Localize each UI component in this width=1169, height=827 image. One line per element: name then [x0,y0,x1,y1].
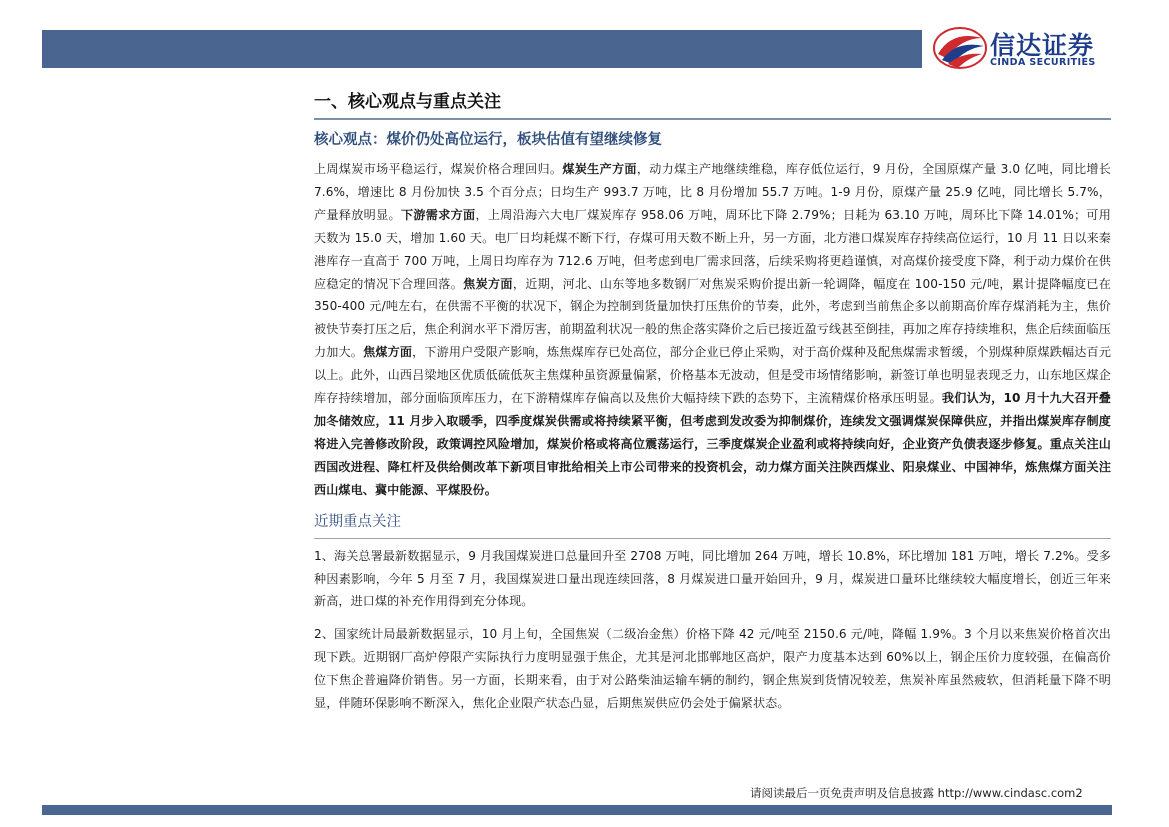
focus-item-1: 1、海关总署最新数据显示，9 月我国煤炭进口总量回升至 2708 万吨，同比增加 264 万吨，增长 10.8%，环比增加 181 万吨，增长 7.2%。受多种因素影响，今年 5 月至 7 月，我国煤炭进口量出现连续回落，8 月煤炭进口量开始回升，9 月，煤炭进口量环比继续较大幅度增长，创近三年来新高，进口煤的补充作用得到充分体现。 [314,548,1111,609]
section-title: 一、核心观点与重点关注 [314,92,501,112]
cinda-logo-mark-icon [932,24,988,72]
logo-chinese-name: 信达证券 [990,31,1095,60]
core-para-bold-run: 下游需求方面 [400,207,476,222]
core-para-run: ，动力煤主产地继续维稳，库存低位运行，9 月份，全国原煤产量 3.0 亿吨，同比增长 7.6%，增速比 8 月份加快 3.5 个百分点；日均生产 993.7 万吨，比 8 月份增加 55.7 万吨。1-9 月份，原煤产量 25.9 亿吨，同比增长 5.7%，产量释放明显。 [314,162,1111,222]
footer-disclaimer: 请阅读最后一页免责声明及信息披露 http://www.cindasc.com2 [750,786,1083,800]
core-para-run: ，近期，河北、山东等地多数钢厂对焦炭采购价提出新一轮调降，幅度在 100-150 元/吨，累计提降幅度已在 350-400 元/吨左右，在供需不平衡的状况下，钢企为控制到货量加快打压焦价的节奏，此外，考虑到当前焦企多以前期高价库存煤消耗为主，焦价被快节奏打压之后，焦企利润水平下滑厉害，前期盈利状况一般的焦企落实降价之后已接近盈亏线甚至倒挂，再加之库存持续堆积，焦企后续面临压力加大。 [314,276,1111,360]
focus-item-2: 2、国家统计局最新数据显示，10 月上旬，全国焦炭（二级冶金焦）价格下降 42 元/吨至 2150.6 元/吨，降幅 1.9%。3 个月以来焦炭价格首次出现下跌。近期钢厂高炉停限产实际执行力度明显强于焦企，尤其是河北邯郸地区高炉，限产力度基本达到 60%以上，钢企压价力度较强，在偏高价位下焦企普遍降价销售。另一方面，长期来看，由于对公路柴油运输车辆的制约，钢企焦炭到货情况较差，焦炭补库虽然疲软，但消耗量下降不明显，伴随环保影响不断深入，焦化企业限产状态凸显，后期焦炭供应仍会处于偏紧状态。 [314,627,1111,711]
core-para-bold-run: 煤炭生产方面 [562,162,637,176]
core-para-bold-run: 焦煤方面 [363,345,413,360]
section-divider [314,118,1111,120]
core-para-run: 上周煤炭市场平稳运行，煤炭价格合理回归。 [314,162,563,176]
core-para-run: ，上周沿海六大电厂煤炭库存 958.06 万吨，周环比下降 2.79%；日耗为 63.10 万吨，周环比下降 14.01%；可用天数为 15.0 天，增加 1.60 天。电厂日均耗煤不断下行，存煤可用天数不断上升，另一方面，北方港口煤炭库存持续高位运行，10 月 11 日以来秦港库存一直高于 700 万吨，上周日均库存为 712.6 万吨，但考虑到电厂需求回落，后续采购将更趋谨慎，对高煤价接受度下降，利于动力煤价在供应稳定的情况下合理回落。 [314,207,1111,291]
core-view-title: 核心观点：煤价仍处高位运行，板块估值有望继续修复 [314,132,662,148]
footer-bar [42,805,1112,815]
report-content [314,86,1111,715]
core-view-paragraph [314,158,1111,502]
cinda-logo [932,24,1142,74]
focus-divider [314,538,1111,539]
core-para-bold-run: 焦炭方面 [463,276,513,291]
core-para-run: ，下游用户受限产影响，炼焦煤库存已处高位，部分企业已停止采购，对于高价煤种及配焦煤需求暂缓，个别煤种原煤跌幅达百元以上。此外，山西吕梁地区优质低硫低灰主焦煤种虽资源量偏紧，价格基本无波动，但是受市场情绪影响，新签订单也明显表现乏力，山东地区煤企库存持续增加，部分面临顶库压力，在下游精煤库存偏高以及焦价大幅持续下跌的态势下，主流精煤价格承压明显。 [314,345,1112,406]
header-bar [42,30,922,68]
recent-focus-title: 近期重点关注 [314,513,401,530]
core-para-bold-run: 我们认为，10 月十九大召开叠加冬储效应，11 月步入取暖季，四季度煤炭供需或将持续紧平衡，但考虑到发改委为抑制煤价，连续发文强调煤炭保障供应，并指出煤炭库存制度将进入完善修改阶段，政策调控风险增加，煤炭价格或将高位震荡运行，三季度煤炭企业盈利或将持续向好，企业资产负债表逐步修复。重点关注山西国改进程、降杠杆及供给侧改革下新项目审批给相关上市公司带来的投资机会，动力煤方面关注陕西煤业、阳泉煤业、中国神华，炼焦煤方面关注西山煤电、冀中能源、平煤股份。 [314,391,1111,497]
logo-english-name: CINDA SECURITIES [990,57,1096,68]
